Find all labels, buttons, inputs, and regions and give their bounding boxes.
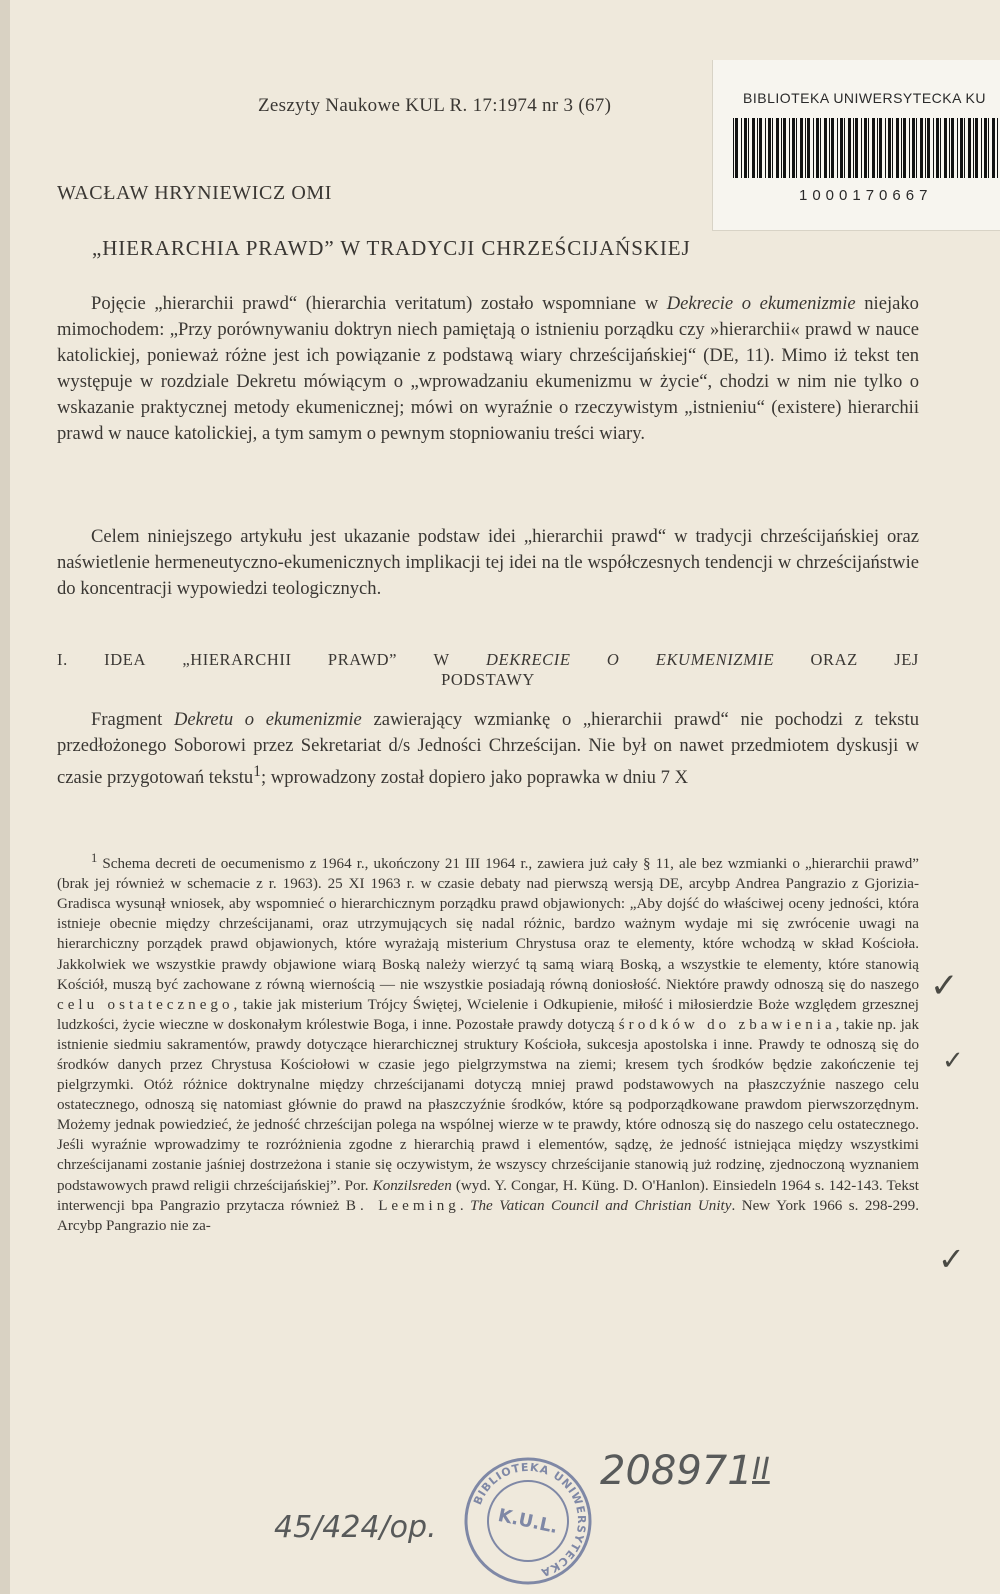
barcode-bar	[781, 118, 782, 178]
page-edge	[0, 0, 10, 1594]
barcode-bar	[960, 118, 963, 178]
barcode	[733, 118, 1000, 178]
footnote-marker: 1	[91, 851, 98, 865]
barcode-bar	[765, 118, 766, 178]
barcode-bar	[829, 118, 830, 178]
stamp-ring-text: BIBLIOTEKA UNIWERSYTECKA	[471, 1460, 589, 1580]
barcode-bar	[820, 118, 821, 178]
barcode-bar	[992, 118, 995, 178]
barcode-bar	[800, 118, 803, 178]
barcode-bar	[831, 118, 834, 178]
barcode-bar	[816, 118, 819, 178]
barcode-bar	[848, 118, 851, 178]
check-mark-icon: ✓	[938, 1240, 965, 1278]
barcode-bar	[748, 118, 749, 178]
barcode-bar	[741, 118, 742, 178]
section-heading: I. IDEA „HIERARCHII PRAWD” W DEKRECIE O EKUMENIZMIE ORAZ JEJ PODSTAWY	[57, 650, 919, 689]
check-mark-icon: ✓	[930, 966, 959, 1006]
barcode-bar	[957, 118, 958, 178]
barcode-number: 1000170667	[799, 187, 933, 204]
barcode-bar	[796, 118, 797, 178]
barcode-bar	[984, 118, 987, 178]
barcode-bar	[768, 118, 771, 178]
barcode-bar	[783, 118, 786, 178]
barcode-bar	[744, 118, 747, 178]
barcode-bar	[936, 118, 939, 178]
check-mark-icon: ✓	[942, 1046, 964, 1076]
handwritten-call-number: 208971	[600, 1448, 753, 1494]
barcode-bar	[927, 118, 930, 178]
barcode-bar	[964, 118, 965, 178]
barcode-bar	[903, 118, 906, 178]
barcode-bar	[752, 118, 755, 178]
barcode-bar	[772, 118, 773, 178]
barcode-bar	[879, 118, 882, 178]
running-head: Zeszyty Naukowe KUL R. 17:1974 nr 3 (67)	[258, 95, 612, 116]
barcode-bar	[805, 118, 806, 178]
barcode-bar	[844, 118, 845, 178]
footnote: $^1$ Schema decreti de oecumenismo z 1964 r., ukończony 21 III 1964 r., zawiera już cały § 11, ale bez wzmianki o „hierarchii prawd” (brak jej również w schemacie z r. 1963). 25 XI 1963 r. w czasie debaty nad pierwszą wersją DE, arcybp Andrea Pangrazio z Gjorizia-Gradisca wysunął wniosek, aby wspomnieć o hierarchicznym porządku prawd objawionych: „Aby dojść do właściwej oceny jedności, która istnieje obecnie między chrześcijanami, oraz utrzymujących się nadal różnic, bardzo ważnym wydaje mi się zwrócenie uwagi na hierarchiczny porządek prawd objawionych, które wyrażają misterium Chrystusa oraz te elementy, które wchodzą w skład Kościoła. Jakkolwiek we wszystkie prawdy objawione wiarą Boską należy wierzyć tą samą wiarą Boską, a wszystkie te elementy, które stanowią Kościół, muszą być zachowane z równą wiernością — nie wszystkie posiadają równą doniosłość. Niektóre prawdy odnoszą się do naszego celu ostatecznego, takie jak misterium Trójcy Świętej, Wcielenie i Odkupienie, miłość i miłosierdzie Boże względem grzesznej ludzkości, życie wieczne w doskonałym królestwie Boga, i inne. Pozostałe prawdy dotyczą środków do zbawienia, takie np. jak istnienie siedmiu sakramentów, prawdy dotyczące hierarchicznej struktury Kościoła, sukcesja apostolska i inne. Prawdy te odnoszą się do środków danych przez Chrystusa Kościołowi w czasie jego pielgrzymstwa na ziemi; kresem tych środków będzie zakończenie tej pielgrzymki. Otóż różnice doktrynalne między chrześcijanami dotyczą mniej prawd podstawowych na płaszczyźnie naszego celu ostatecznego, odnoszą się natomiast głównie do prawd na płaszczyźnie środków, które są podporządkowane prawdom pierwszorzędnym. Możemy jednak powiedzieć, że jedność chrześcijan polega na wspólnej wierze w te prawdy, które odnoszą się do naszego celu ostatecznego. Jeśli wyraźnie wprowadzimy te rozróżnienia zgodne z hierarchią prawd i elementów, sądzę, że jedność istniejąca między wszystkimi chrześcijanami zostanie jaśniej dostrzeżona i stanie się oczywistym, że wszyscy chrześcijanie stanowią już rodzinę, zjednoczoną wyznaniem podstawowych prawd religii chrześcijańskiej”. Por. Konzilsreden (wyd. Y. Congar, H. Küng. D. O'Hanlon). Einsiedeln 1964 s. 142-143. Tekst interwencji bpa Pangrazio przytacza również B. Leeming. The Vatican Council and Christian Unity. New York 1966 s. 298-299. Arcybp Pangrazio nie za-	[57, 851, 920, 1234]
barcode-bar	[853, 118, 854, 178]
barcode-bar	[975, 118, 978, 178]
barcode-bar	[813, 118, 814, 178]
barcode-bar	[988, 118, 989, 178]
barcode-bar	[997, 118, 998, 178]
barcode-bar	[981, 118, 982, 178]
barcode-bar	[892, 118, 893, 178]
barcode-bar	[864, 118, 867, 178]
barcode-bar	[840, 118, 843, 178]
handwritten-volume: II	[752, 1452, 770, 1487]
library-label	[712, 60, 1000, 231]
barcode-bar	[792, 118, 795, 178]
barcode-bar	[872, 118, 875, 178]
barcode-bar	[944, 118, 947, 178]
barcode-bar	[916, 118, 917, 178]
barcode-bar	[901, 118, 902, 178]
barcode-bar	[757, 118, 758, 178]
barcode-bar	[940, 118, 941, 178]
barcode-bar	[789, 118, 790, 178]
barcode-bar	[735, 118, 738, 178]
barcode-bar	[912, 118, 915, 178]
paragraph-1: Pojęcie „hierarchii prawd“ (hierarchia veritatum) zostało wspomniane w Dekrecie o ekumenizmie niejako mimochodem: „Przy porównywaniu doktryn niech pamiętają o istnieniu porządku czy »hierarchii« prawd w nauce katolickiej, ponieważ różne jest ich powiązanie z podstawą wiary chrześcijańskiej“ (DE, 11). Mimo iż tekst ten występuje w rozdziale Dekretu mówiącym o „wprowadzaniu ekumenizmu w życie“, chodzi w nim nie tylko o wskazanie praktycznej metody ekumenicznej; mówi on wyraźnie o rzeczywistym „istnieniu“ (existere) hierarchii prawd w nauce katolickiej, a tym samym o pewnym stopniowaniu treści wiary.	[57, 293, 919, 444]
author: WACŁAW HRYNIEWICZ OMI	[57, 182, 333, 204]
barcode-bar	[733, 118, 734, 178]
barcode-bar	[776, 118, 779, 178]
barcode-bar	[868, 118, 869, 178]
article-title: „HIERARCHIA PRAWD” W TRADYCJI CHRZEŚCIJAŃSKIEJ	[92, 236, 691, 260]
barcode-bar	[920, 118, 923, 178]
paragraph-3: Fragment Dekretu o ekumenizmie zawierający wzmiankę o „hierarchii prawd“ nie pochodzi z tekstu przedłożonego Soborowi przez Sekretariat d/s Jedności Chrześcijan. Nie był on nawet przedmiotem dyskusji w czasie przygotowań tekstu$^1$; wprowadzony został dopiero jako poprawka w dniu 7 X	[57, 709, 919, 788]
barcode-bar	[759, 118, 762, 178]
barcode-bar	[925, 118, 926, 178]
barcode-bar	[807, 118, 810, 178]
barcode-bar	[824, 118, 827, 178]
barcode-bar	[949, 118, 950, 178]
barcode-bar	[888, 118, 891, 178]
barcode-bar	[973, 118, 974, 178]
library-stamp-icon	[462, 1455, 594, 1587]
paragraph-2: Celem niniejszego artykułu jest ukazanie podstaw idei „hierarchii prawd“ w tradycji chrześcijańskiej oraz naświetlenie hermeneutyczno-ekumenicznych implikacji tej idei na tle współczesnych tendencji w chrześcijaństwie do koncentracji wypowiedzi teologicznych.	[57, 526, 919, 599]
barcode-bar	[885, 118, 886, 178]
barcode-bar	[855, 118, 858, 178]
barcode-bar	[861, 118, 862, 178]
barcode-bar	[933, 118, 934, 178]
library-name: BIBLIOTEKA UNIWERSYTECKA KU	[743, 90, 987, 106]
barcode-bar	[877, 118, 878, 178]
stamp-center-text: K.U.L.	[496, 1504, 560, 1539]
barcode-bar	[909, 118, 910, 178]
barcode-bar	[896, 118, 899, 178]
barcode-bar	[951, 118, 954, 178]
barcode-bar	[968, 118, 971, 178]
handwritten-inventory-number: 45/424/op.	[274, 1510, 437, 1545]
barcode-bar	[837, 118, 838, 178]
